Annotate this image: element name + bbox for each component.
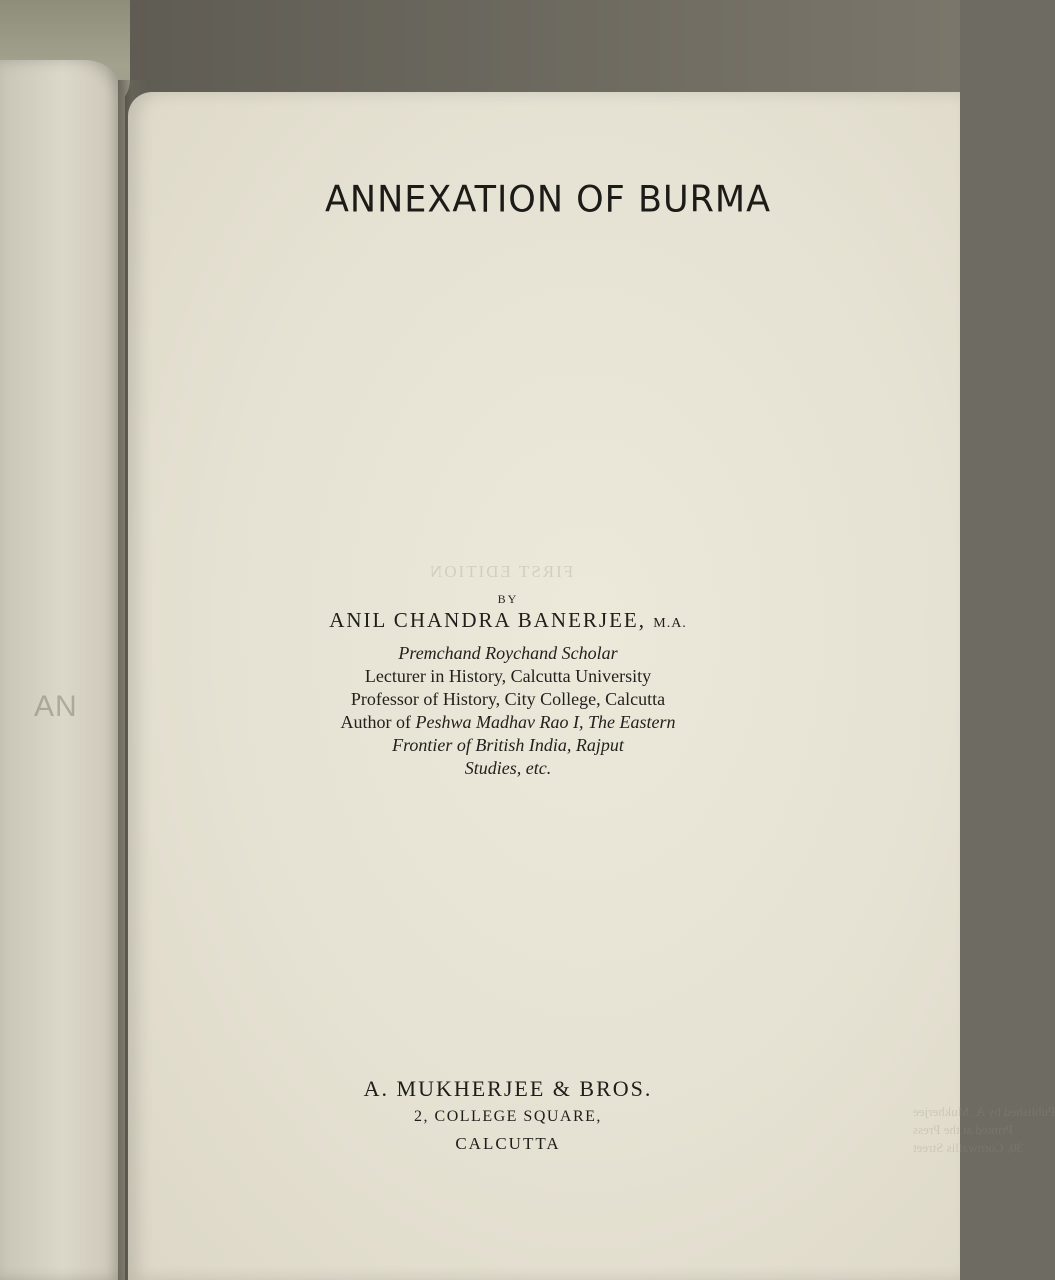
publisher-block — [128, 1074, 888, 1158]
author-credits — [128, 642, 888, 780]
credit-lecturer: Lecturer in History, Calcutta University — [364, 666, 652, 686]
author-line — [128, 608, 888, 633]
book-title: ANNEXATION OF BURMA — [324, 179, 772, 221]
left-page-ghost-text: AN — [34, 690, 78, 723]
by-label: BY — [497, 592, 519, 606]
credit-author-of — [128, 711, 888, 734]
credit-scholar: Premchand Roychand Scholar — [398, 643, 618, 663]
publisher-name: A. MUKHERJEE & BROS. — [363, 1076, 653, 1101]
credit-works-2: Frontier of British India, Rajput — [392, 735, 624, 755]
author-degree: M.A. — [653, 616, 687, 631]
show-through-line-1: Published by A. Mukherjee — [913, 1104, 1055, 1119]
credit-works-3: Studies, etc. — [464, 758, 552, 778]
author-name: ANIL CHANDRA BANERJEE, — [329, 608, 646, 632]
credit-professor: Professor of History, City College, Calcutta — [350, 689, 666, 709]
show-through-line-3: 30, Cornwallis Street — [913, 1140, 1024, 1155]
credit-author-of-prefix: Author of — [340, 712, 416, 732]
title-page — [128, 92, 1055, 1280]
show-through-heading: FIRST EDITION — [428, 562, 574, 581]
show-through-line-2: Printed at the Press — [913, 1122, 1014, 1137]
publisher-address: 2, COLLEGE SQUARE, — [414, 1108, 602, 1125]
left-page — [0, 60, 125, 1280]
credit-works-1: Peshwa Madhav Rao I, The Eastern — [415, 712, 676, 732]
publisher-city: CALCUTTA — [455, 1134, 561, 1153]
